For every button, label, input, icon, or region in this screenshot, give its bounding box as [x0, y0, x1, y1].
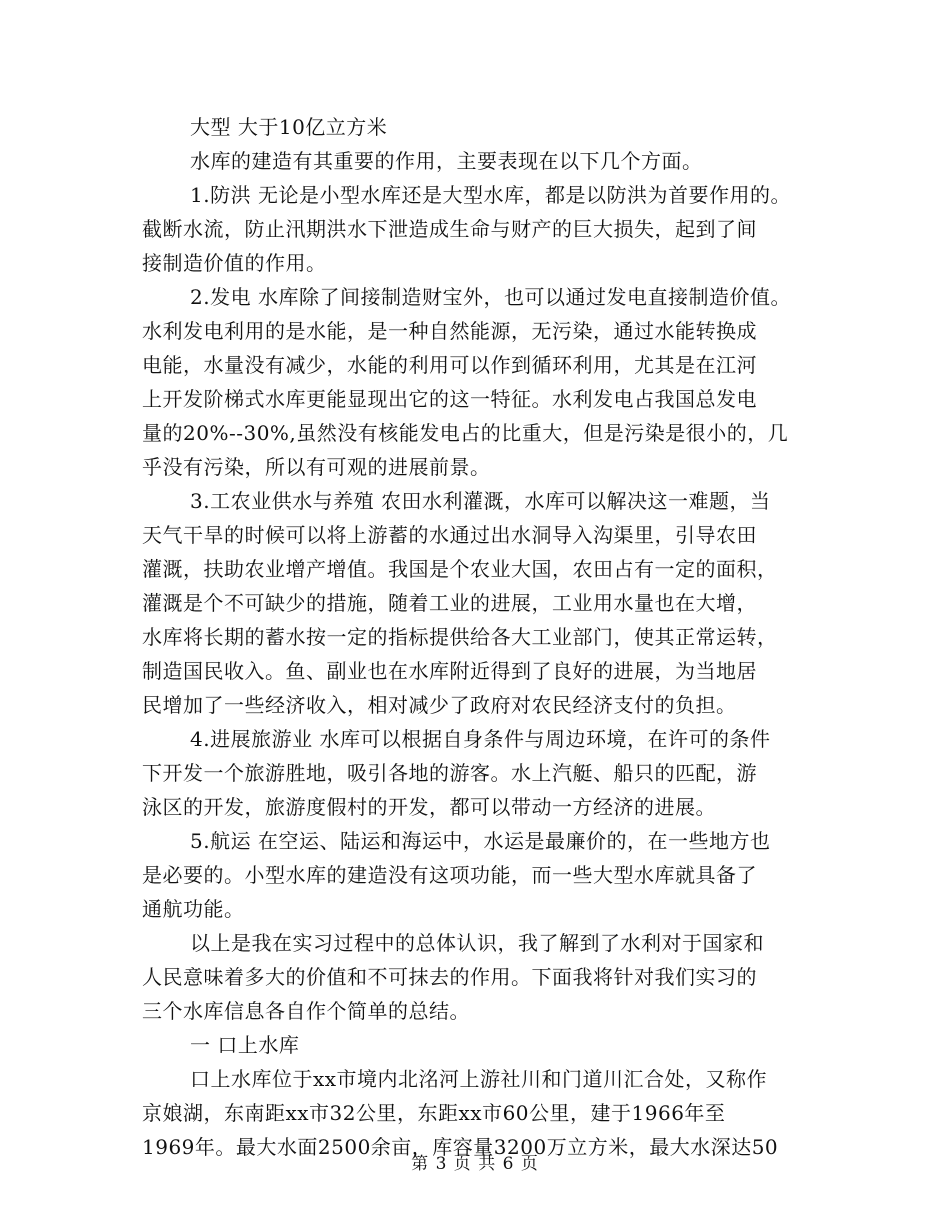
- text-line: 通航功能。: [142, 897, 245, 921]
- text-line: 人民意味着多大的价值和不可抹去的作用。下面我将针对我们实习的: [142, 965, 757, 989]
- text-line: 上开发阶梯式水库更能显现出它的这一特征。水利发电占我国总发电: [142, 387, 757, 411]
- text-line: 1.防洪 无论是小型水库还是大型水库，都是以防洪为首要作用的。: [190, 183, 791, 207]
- text-line: 三个水库信息各自作个简单的总结。: [142, 999, 470, 1023]
- text-line: 口上水库位于xx市境内北洺河上游社川和门道川汇合处，又称作: [190, 1067, 768, 1091]
- text-line: 截断水流，防止汛期洪水下泄造成生命与财产的巨大损失，起到了间: [142, 217, 757, 241]
- text-line: 乎没有污染，所以有可观的进展前景。: [142, 455, 491, 479]
- text-line: 是必要的。小型水库的建造没有这项功能，而一些大型水库就具备了: [142, 863, 757, 887]
- text-line: 2.发电 水库除了间接制造财宝外，也可以通过发电直接制造价值。: [190, 285, 791, 309]
- text-line: 一 口上水库: [190, 1033, 300, 1057]
- text-line: 天气干旱的时候可以将上游蓄的水通过出水洞导入沟渠里，引导农田: [142, 523, 757, 547]
- text-line: 1969年。最大水面2500余亩，库容量3200万立方米，最大水深达50: [142, 1135, 779, 1159]
- text-line: 水库将长期的蓄水按一定的指标提供给各大工业部门，使其正常运转，: [142, 625, 778, 649]
- text-line: 泳区的开发，旅游度假村的开发，都可以带动一方经济的进展。: [142, 795, 716, 819]
- text-line: 5.航运 在空运、陆运和海运中，水运是最廉价的，在一些地方也: [190, 829, 771, 853]
- text-line: 制造国民收入。鱼、副业也在水库附近得到了良好的进展，为当地居: [142, 659, 757, 683]
- text-line: 灌溉，扶助农业增产增值。我国是个农业大国，农田占有一定的面积，: [142, 557, 778, 581]
- text-line: 量的20%--30%,虽然没有核能发电占的比重大，但是污染是很小的，几: [142, 421, 789, 445]
- text-line: 4.进展旅游业 水库可以根据自身条件与周边环境，在许可的条件: [190, 727, 771, 751]
- text-line: 3.工农业供水与养殖 农田水利灌溉，水库可以解决这一难题，当: [190, 489, 771, 513]
- text-line: 下开发一个旅游胜地，吸引各地的游客。水上汽艇、船只的匹配，游: [142, 761, 757, 785]
- text-line: 灌溉是个不可缺少的措施，随着工业的进展，工业用水量也在大增，: [142, 591, 757, 615]
- text-line: 接制造价值的作用。: [142, 251, 327, 275]
- text-line: 大型 大于10亿立方米: [190, 115, 388, 139]
- page-footer: 第 3 页 共 6 页: [411, 1154, 539, 1174]
- text-line: 电能，水量没有减少，水能的利用可以作到循环利用，尤其是在江河: [142, 353, 757, 377]
- text-line: 水利发电利用的是水能，是一种自然能源，无污染，通过水能转换成: [142, 319, 757, 343]
- text-line: 民增加了一些经济收入，相对减少了政府对农民经济支付的负担。: [142, 693, 737, 717]
- text-line: 以上是我在实习过程中的总体认识，我了解到了水利对于国家和: [190, 931, 764, 955]
- text-line: 水库的建造有其重要的作用，主要表现在以下几个方面。: [190, 149, 703, 173]
- text-line: 京娘湖，东南距xx市32公里，东距xx市60公里，建于1966年至: [142, 1101, 726, 1125]
